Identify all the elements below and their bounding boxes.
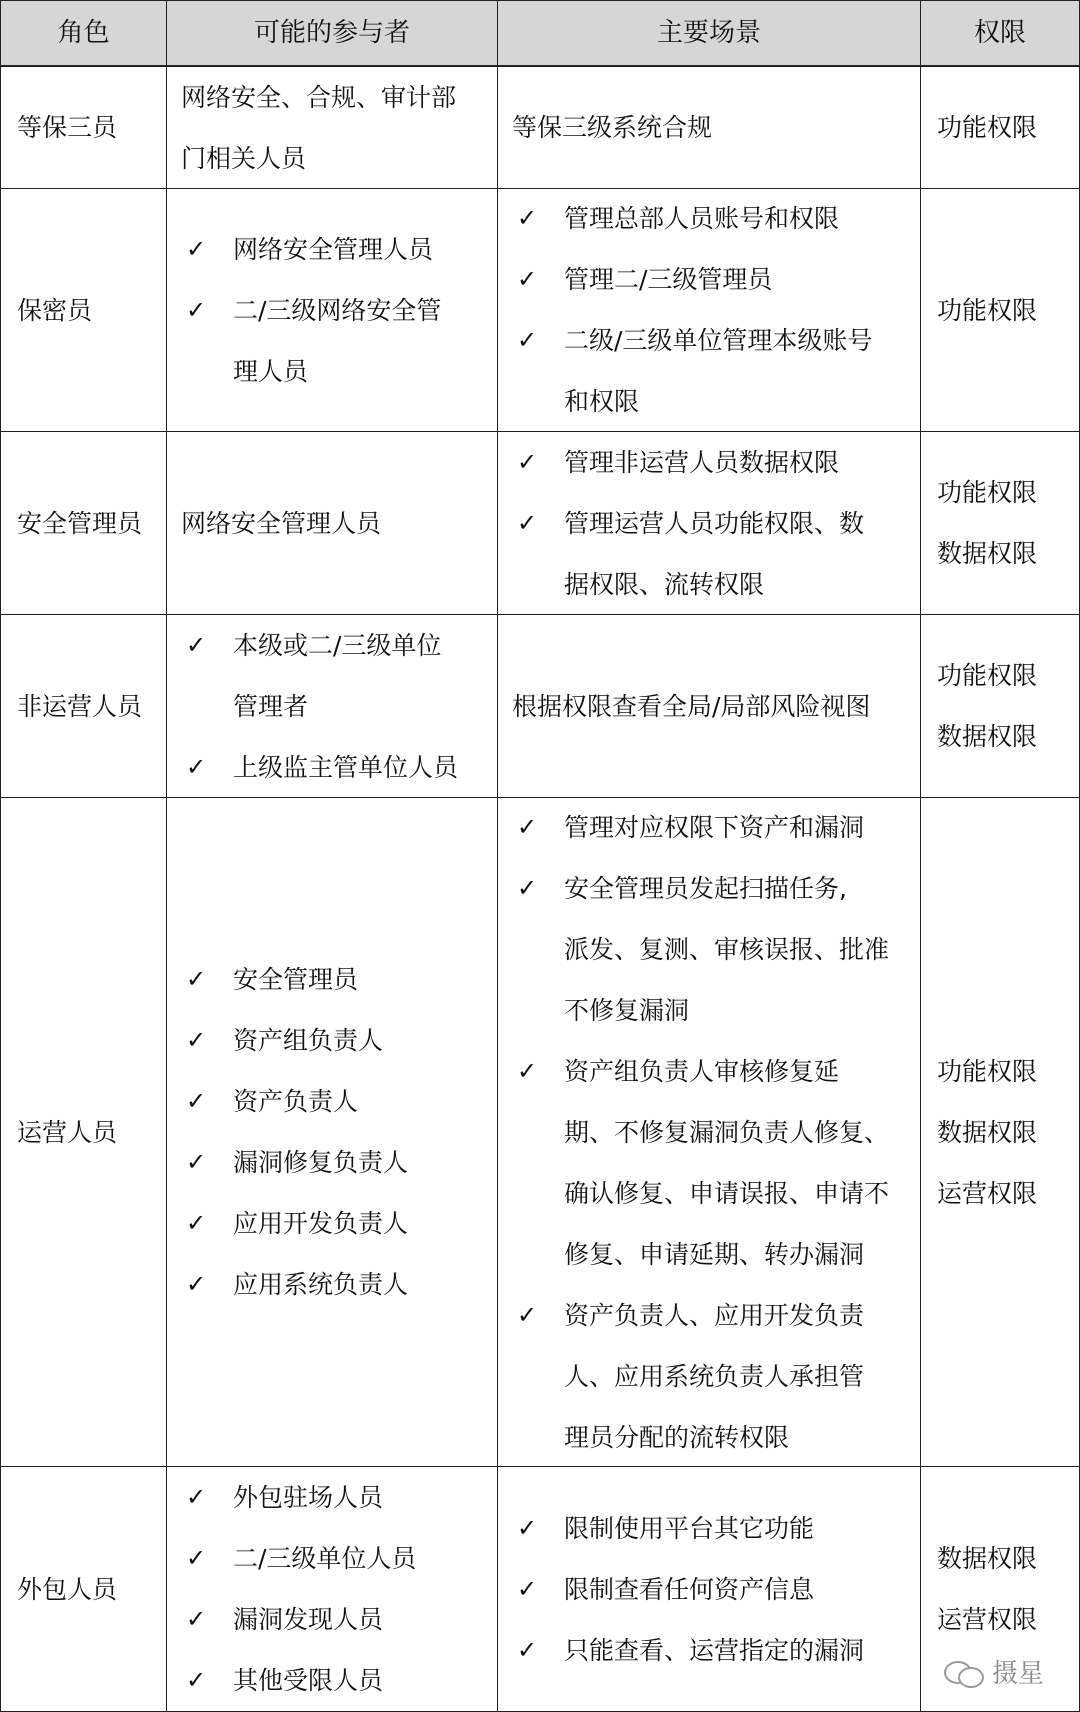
permissions-cell: [921, 189, 1079, 432]
check-icon: ✓: [185, 1605, 207, 1633]
permission-label: 功能权限: [937, 661, 1038, 690]
list-item: [512, 432, 910, 493]
cell-line: 期、不修复漏洞负责人修复、: [564, 1117, 890, 1147]
permissions-cell: [921, 67, 1079, 189]
permission-label: 功能权限: [937, 295, 1038, 325]
cell-line: 管理者: [233, 691, 309, 721]
cell-line: 管理运营人员功能权限、数: [564, 508, 865, 538]
permissions-cell: [921, 615, 1079, 798]
role-cell: [1, 1467, 167, 1711]
cell-line: 确认修复、申请误报、申请不: [564, 1178, 890, 1208]
cell-line: 安全管理员发起扫描任务,: [564, 873, 847, 903]
participants-cell: [167, 615, 498, 798]
permission-label: 数据权限: [937, 1117, 1038, 1147]
cell-line: 派发、复测、审核误报、批准: [564, 934, 890, 964]
check-icon: ✓: [185, 1148, 207, 1176]
watermark-label: 摄星: [991, 1659, 1044, 1689]
list-item: [181, 280, 487, 402]
cell-line: 资产组负责人: [233, 1026, 384, 1055]
list-item: [181, 1589, 487, 1650]
scenarios-list: [512, 432, 910, 615]
header-participants: 可能的参与者: [167, 1, 498, 67]
check-icon: ✓: [185, 1087, 207, 1115]
cell-line: 二/三级网络安全管: [233, 295, 442, 325]
cell-line: 和权限: [564, 387, 640, 416]
cell-line: 外包驻场人员: [233, 1483, 384, 1512]
cell-line: 二级/三级单位管理本级账号: [564, 326, 873, 355]
list-item: [181, 949, 487, 1010]
cell-line: 据权限、流转权限: [564, 569, 765, 599]
role-cell: [1, 67, 167, 189]
list-item: [512, 1620, 910, 1681]
check-icon: ✓: [185, 630, 207, 659]
check-icon: ✓: [516, 1635, 538, 1664]
role-name: 等保三员: [17, 113, 118, 142]
check-icon: ✓: [516, 508, 538, 537]
participants-list: [181, 1467, 487, 1711]
role-cell: [1, 432, 167, 615]
permission-label: 数据权限: [937, 722, 1038, 751]
cell-line: 资产负责人: [233, 1087, 359, 1116]
list-item: [512, 1559, 910, 1620]
role-name: 运营人员: [17, 1117, 118, 1147]
check-icon: ✓: [516, 1300, 538, 1329]
cell-line: 应用开发负责人: [233, 1209, 409, 1238]
permissions-cell: [921, 798, 1079, 1467]
check-icon: ✓: [516, 326, 538, 354]
watermark: [944, 1653, 1044, 1690]
cell-line: 漏洞修复负责人: [233, 1148, 409, 1177]
list-item: [512, 310, 910, 432]
list-item: [181, 737, 487, 798]
scenarios-cell: [498, 615, 921, 798]
list-item: [512, 493, 910, 615]
cell-line: 不修复漏洞: [564, 995, 690, 1025]
check-icon: ✓: [516, 873, 538, 902]
role-cell: [1, 189, 167, 432]
participants-cell: [167, 189, 498, 432]
cell-line: 网络安全管理人员: [181, 508, 382, 538]
cell-line: 应用系统负责人: [233, 1270, 409, 1299]
header-permissions: 权限: [921, 1, 1079, 67]
role-name: 保密员: [17, 295, 93, 325]
list-item: [512, 858, 910, 1041]
list-item: [512, 1498, 910, 1559]
permission-label: 数据权限: [937, 1544, 1038, 1573]
cell-line: 等保三级系统合规: [512, 113, 713, 142]
scenarios-list: [512, 798, 910, 1467]
role-cell: [1, 615, 167, 798]
cell-line: 限制使用平台其它功能: [564, 1513, 815, 1543]
participants-cell: [167, 1467, 498, 1711]
cell-line: 理员分配的流转权限: [564, 1422, 790, 1452]
cell-line: 本级或二/三级单位: [233, 630, 442, 660]
list-item: [181, 1010, 487, 1071]
cell-line: 管理总部人员账号和权限: [564, 204, 840, 233]
participants-list: [181, 219, 487, 402]
permission-label: 功能权限: [937, 113, 1038, 142]
cell-line: 门相关人员: [181, 143, 307, 173]
permission-label: 功能权限: [937, 478, 1038, 507]
list-item: [181, 1528, 487, 1589]
list-item: [181, 615, 487, 737]
list-item: [181, 1071, 487, 1132]
check-icon: ✓: [516, 1513, 538, 1542]
header-role: 角色: [1, 1, 167, 67]
list-item: [512, 798, 910, 858]
header-scenarios: 主要场景: [498, 1, 921, 67]
cell-line: 漏洞发现人员: [233, 1605, 384, 1634]
check-icon: ✓: [516, 447, 538, 476]
check-icon: ✓: [185, 234, 207, 263]
list-item: [181, 219, 487, 280]
list-item: [512, 1041, 910, 1285]
check-icon: ✓: [185, 1209, 207, 1237]
participants-cell: [167, 798, 498, 1467]
scenarios-cell: [498, 1467, 921, 1711]
permissions-cell: [921, 432, 1079, 615]
check-icon: ✓: [185, 1026, 207, 1054]
cell-line: 根据权限查看全局/局部风险视图: [512, 691, 871, 721]
cell-line: 网络安全、合规、审计部: [181, 82, 457, 112]
list-item: [181, 1254, 487, 1315]
check-icon: ✓: [516, 265, 538, 293]
wechat-icon: [944, 1657, 982, 1687]
check-icon: ✓: [185, 1544, 207, 1572]
cell-line: 网络安全管理人员: [233, 234, 434, 264]
check-icon: ✓: [516, 204, 538, 232]
role-name: 外包人员: [17, 1574, 118, 1604]
role-cell: [1, 798, 167, 1467]
list-item: [181, 1132, 487, 1193]
cell-line: 修复、申请延期、转办漏洞: [564, 1239, 865, 1269]
scenarios-list: [512, 1498, 910, 1681]
cell-line: 理人员: [233, 356, 309, 386]
check-icon: ✓: [185, 965, 207, 993]
scenarios-cell: [498, 432, 921, 615]
cell-line: 限制查看任何资产信息: [564, 1574, 815, 1604]
participants-list: [181, 949, 487, 1315]
list-item: [512, 189, 910, 249]
cell-line: 上级监主管单位人员: [233, 752, 459, 782]
role-name: 非运营人员: [17, 691, 143, 721]
scenarios-cell: [498, 798, 921, 1467]
permission-label: 运营权限: [937, 1605, 1038, 1634]
scenarios-cell: [498, 189, 921, 432]
cell-line: 安全管理员: [233, 965, 359, 994]
permission-label: 运营权限: [937, 1178, 1038, 1208]
check-icon: ✓: [516, 1574, 538, 1603]
check-icon: ✓: [516, 812, 538, 841]
list-item: [181, 1467, 487, 1528]
cell-line: 资产负责人、应用开发负责: [564, 1300, 865, 1330]
check-icon: ✓: [185, 752, 207, 781]
check-icon: ✓: [516, 1056, 538, 1085]
cell-line: 其他受限人员: [233, 1666, 384, 1695]
cell-line: 管理非运营人员数据权限: [564, 447, 840, 477]
permission-label: 功能权限: [937, 1056, 1038, 1086]
permission-label: 数据权限: [937, 539, 1038, 568]
cell-line: 管理二/三级管理员: [564, 265, 773, 294]
participants-list: [181, 615, 487, 798]
cell-line: 资产组负责人审核修复延: [564, 1056, 840, 1086]
list-item: [181, 1193, 487, 1254]
check-icon: ✓: [185, 295, 207, 324]
cell-line: 管理对应权限下资产和漏洞: [564, 812, 865, 842]
list-item: [512, 249, 910, 310]
cell-line: 二/三级单位人员: [233, 1544, 417, 1573]
scenarios-cell: [498, 67, 921, 189]
list-item: [181, 1650, 487, 1711]
check-icon: ✓: [185, 1270, 207, 1298]
participants-cell: [167, 432, 498, 615]
scenarios-list: [512, 189, 910, 432]
cell-line: 只能查看、运营指定的漏洞: [564, 1635, 865, 1665]
role-name: 安全管理员: [17, 508, 143, 538]
cell-line: 人、应用系统负责人承担管: [564, 1361, 865, 1391]
check-icon: ✓: [185, 1483, 207, 1511]
list-item: [512, 1285, 910, 1468]
check-icon: ✓: [185, 1666, 207, 1694]
participants-cell: [167, 67, 498, 189]
